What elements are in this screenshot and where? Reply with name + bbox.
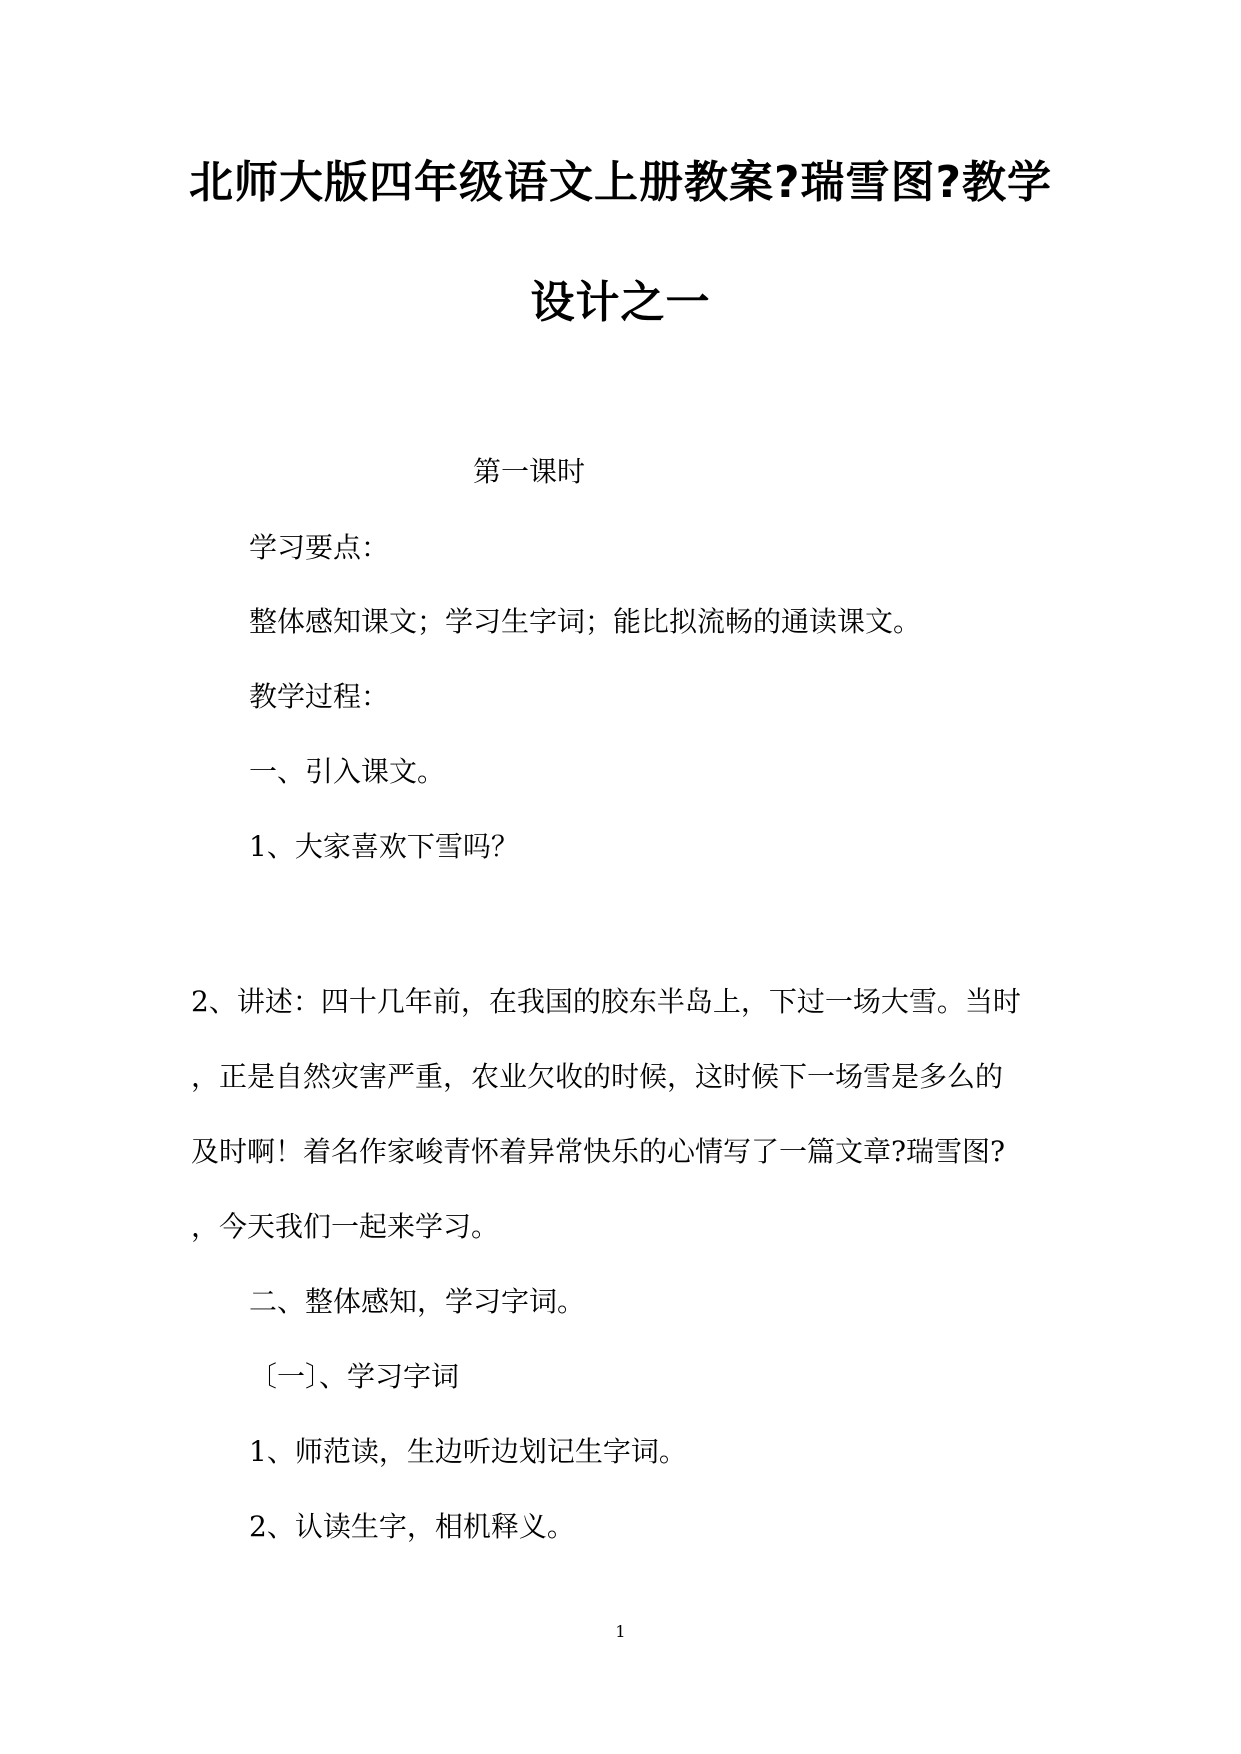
section-heading: 第一课时 <box>473 455 586 488</box>
paragraph-process-label: 教学过程： <box>249 680 390 713</box>
page-number: 1 <box>615 1622 626 1641</box>
paragraph-narration-line-3: 及时啊！着名作家峻青怀着异常快乐的心情写了一篇文章?瑞雪图? <box>191 1135 1006 1168</box>
paragraph-step-2: 二、整体感知，学习字词。 <box>249 1285 586 1318</box>
paragraph-study-points: 整体感知课文；学习生字词；能比拟流畅的通读课文。 <box>249 605 922 638</box>
document-title-line-2: 设计之一 <box>530 277 711 328</box>
paragraph-narration-line-1: 2、讲述：四十几年前，在我国的胶东半岛上，下过一场大雪。当时 <box>191 985 1021 1018</box>
paragraph-step-1: 一、引入课文。 <box>249 755 446 788</box>
paragraph-study-points-label: 学习要点： <box>249 531 390 564</box>
document-title-line-1: 北师大版四年级语文上册教案?瑞雪图?教学 <box>188 157 1053 208</box>
paragraph-read-characters: 2、认读生字，相机释义。 <box>249 1510 575 1543</box>
paragraph-narration-line-4: ，今天我们一起来学习。 <box>191 1210 500 1243</box>
paragraph-teacher-reads: 1、师范读，生边听边划记生字词。 <box>249 1435 687 1468</box>
paragraph-substep-1: 〔一〕、学习字词 <box>249 1360 460 1393</box>
paragraph-narration-line-2: ，正是自然灾害严重，农业欠收的时候，这时候下一场雪是多么的 <box>191 1060 1004 1093</box>
paragraph-question: 1、大家喜欢下雪吗？ <box>249 830 519 863</box>
